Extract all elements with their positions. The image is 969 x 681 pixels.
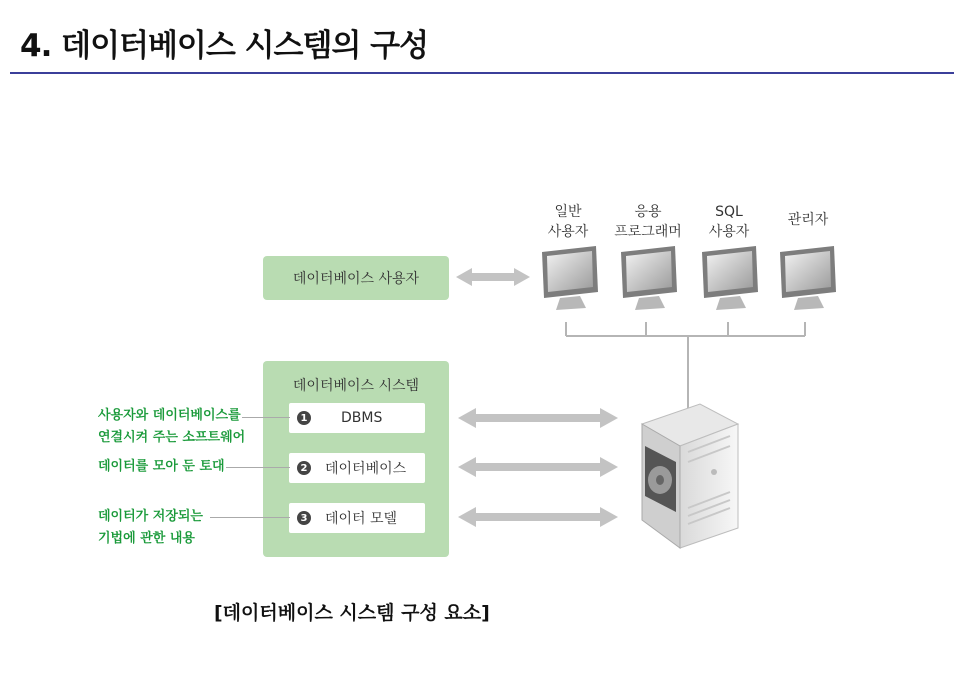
number-badge: 3 — [297, 511, 311, 525]
monitor-icon — [542, 246, 598, 310]
annotation-line: 연결시켜 주는 소프트웨어 — [98, 430, 246, 445]
user-type-label: 관리자 — [787, 212, 829, 228]
server-icon — [642, 404, 738, 548]
annotation-data-model — [98, 506, 203, 550]
double-arrow-icon — [458, 507, 618, 527]
figure-caption: [데이터베이스 시스템 구성 요소] — [214, 602, 490, 624]
annotation-leader — [210, 517, 290, 518]
database-system-box — [263, 361, 449, 557]
monitor-icon — [780, 246, 836, 310]
database-users-label: 데이터베이스 사용자 — [292, 271, 420, 287]
double-arrow-icon — [456, 268, 530, 286]
annotation-dbms — [98, 405, 245, 449]
component-label: 데이터 모델 — [325, 511, 398, 527]
annotation-line: 데이터가 저장되는 — [98, 509, 203, 524]
annotation-database — [98, 456, 225, 478]
user-type-label: 응용 — [634, 204, 662, 220]
user-type-label: 사용자 — [547, 224, 589, 240]
user-type-programmer — [603, 202, 693, 242]
title-divider — [10, 72, 954, 74]
component-label: DBMS — [341, 410, 383, 426]
annotation-leader — [226, 467, 290, 468]
network-connector — [566, 322, 805, 408]
user-type-label: 일반 — [554, 204, 582, 220]
annotation-line: 기법에 관한 내용 — [98, 531, 195, 546]
annotation-leader — [242, 417, 290, 418]
user-type-label: SQL — [715, 204, 743, 220]
user-type-sql — [684, 202, 774, 242]
monitor-icon — [702, 246, 758, 310]
number-badge: 1 — [297, 411, 311, 425]
annotation-line: 사용자와 데이터베이스를 — [98, 408, 241, 423]
component-data-model — [289, 503, 425, 533]
annotation-line: 데이터를 모아 둔 토대 — [98, 459, 225, 474]
component-label: 데이터베이스 — [325, 461, 407, 477]
component-database — [289, 453, 425, 483]
database-system-label: 데이터베이스 시스템 — [292, 378, 420, 394]
monitor-icon — [621, 246, 677, 310]
page-title: 4. 데이터베이스 시스템의 구성 — [20, 28, 429, 64]
user-type-label: 프로그래머 — [614, 224, 682, 240]
component-dbms — [289, 403, 425, 433]
number-badge: 2 — [297, 461, 311, 475]
user-type-general — [523, 202, 613, 242]
user-type-admin — [763, 210, 853, 230]
double-arrow-icon — [458, 408, 618, 428]
database-users-box — [263, 256, 449, 300]
double-arrow-icon — [458, 457, 618, 477]
user-type-label: 사용자 — [708, 224, 750, 240]
